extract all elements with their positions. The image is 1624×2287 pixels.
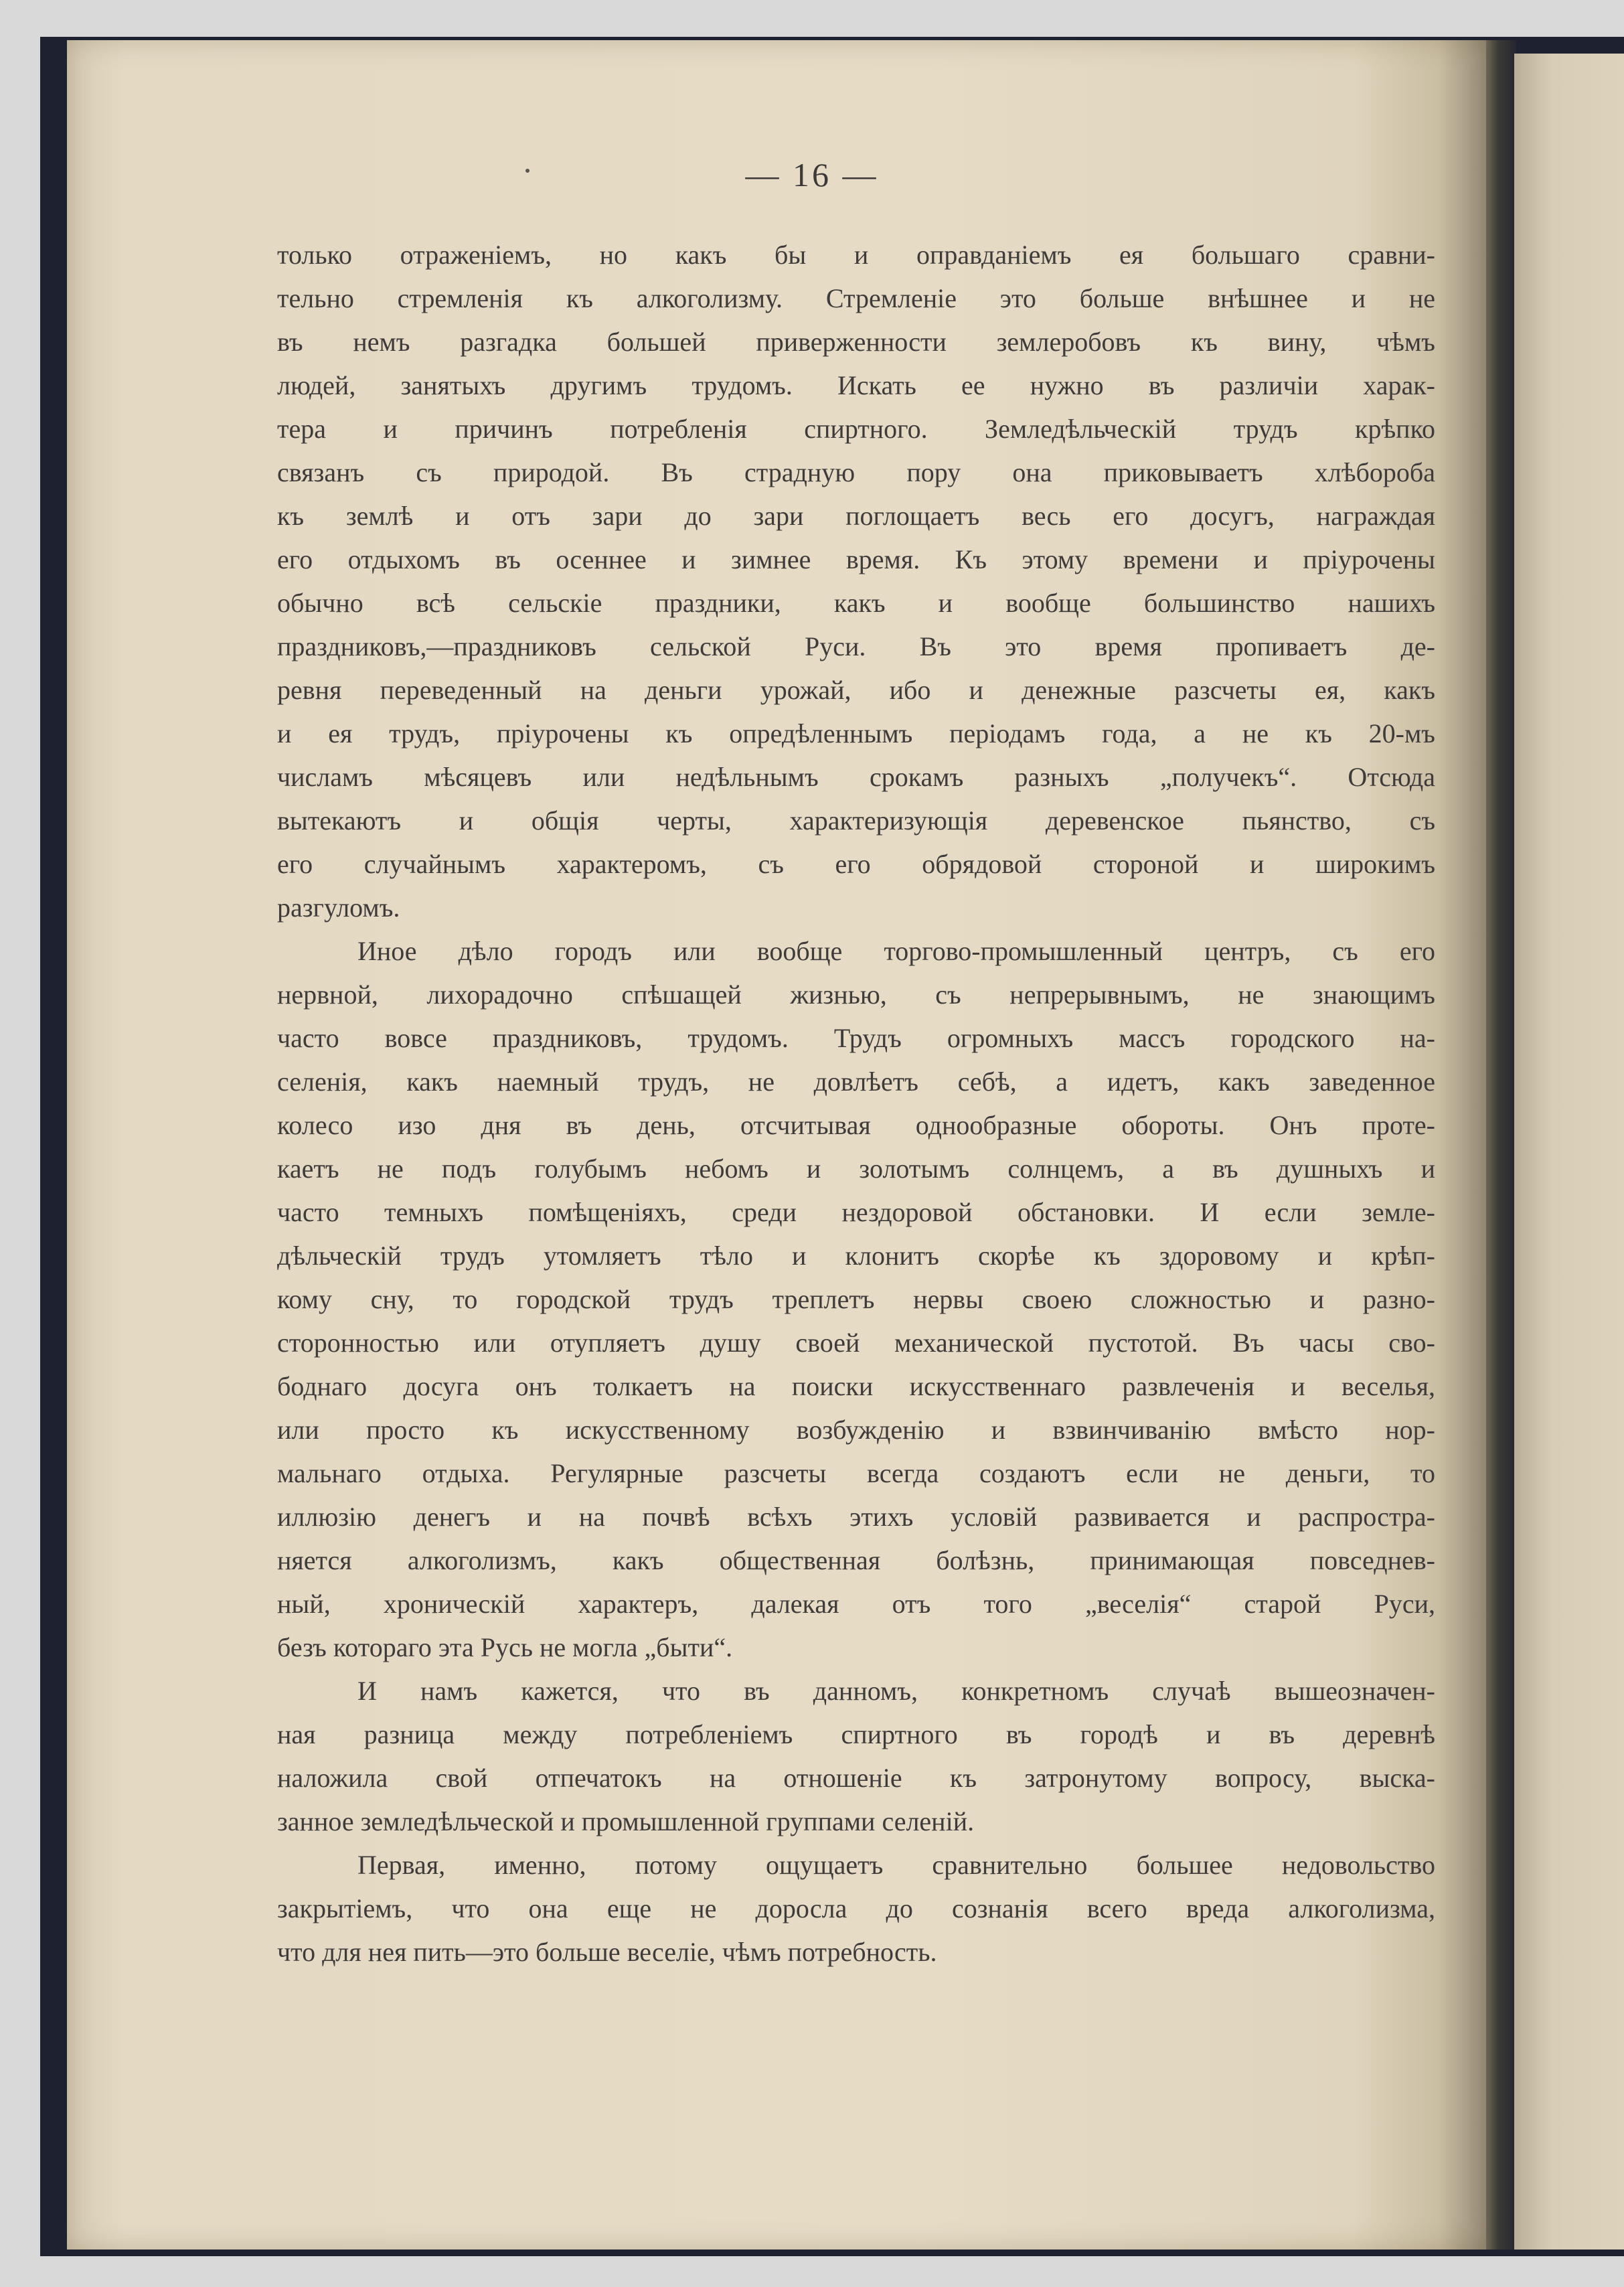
paragraph-4 [277,1843,1435,1974]
text-line: селенія, какъ наемный трудъ, не довлѣетъ себѣ, а идетъ, какъ заведенное [277,1067,1435,1097]
text-line: боднаго досуга онъ толкаетъ на поиски искусственнаго развлеченія и веселья, [277,1371,1435,1401]
paragraph-3 [277,1669,1435,1843]
text-line: дѣльческій трудъ утомляетъ тѣло и клонитъ скорѣе къ здоровому и крѣп- [277,1241,1435,1271]
text-line: въ немъ разгадка большей приверженности землеробовъ къ вину, чѣмъ [277,327,1435,357]
book-gutter [1486,40,1516,2250]
text-line: наложила свой отпечатокъ на отношеніе къ затронутому вопросу, выска- [277,1763,1435,1793]
text-line: Иное дѣло городъ или вообще торгово-промышленный центръ, съ его [357,936,1435,966]
text-line: нервной, лихорадочно спѣшащей жизнью, съ непрерывнымъ, не знающимъ [277,979,1435,1010]
text-line: разгуломъ. [277,892,400,923]
text-line: безъ котораго эта Русь не могла „быти“. [277,1632,733,1662]
text-line: его случайнымъ характеромъ, съ его обрядовой стороной и широкимъ [277,849,1435,879]
text-line: обычно всѣ сельскіе праздники, какъ и вообще большинство нашихъ [277,588,1435,618]
text-line: мальнаго отдыха. Регулярные разсчеты всегда создаютъ если не деньги, то [277,1458,1435,1488]
text-line: тера и причинъ потребленія спиртного. Земледѣльческій трудъ крѣпко [277,414,1435,444]
text-line: ный, хроническій характеръ, далекая отъ того „веселія“ старой Руси, [277,1589,1435,1619]
text-line: каетъ не подъ голубымъ небомъ и золотымъ солнцемъ, а въ душныхъ и [277,1154,1435,1184]
text-line: къ землѣ и отъ зари до зари поглощаетъ весь его досугъ, награждая [277,501,1435,531]
text-line: его отдыхомъ въ осеннее и зимнее время. Къ этому времени и пріурочены [277,544,1435,574]
text-line: тельно стремленія къ алкоголизму. Стремленіе это больше внѣшнее и не [277,283,1435,313]
text-line: часто темныхъ помѣщеніяхъ, среди нездоровой обстановки. И если земле- [277,1197,1435,1227]
text-line: часто вовсе праздниковъ, трудомъ. Трудъ огромныхъ массъ городского на- [277,1023,1435,1053]
text-line: кому сну, то городской трудъ треплетъ нервы своею сложностью и разно- [277,1284,1435,1314]
paragraph-1 [277,233,1435,929]
text-line: занное земледѣльческой и промышленной группами селеній. [277,1806,975,1836]
text-line: няется алкоголизмъ, какъ общественная болѣзнь, принимающая повседнев- [277,1545,1435,1575]
text-line: ная разница между потребленіемъ спиртного въ городѣ и въ деревнѣ [277,1719,1435,1749]
text-line: праздниковъ,—праздниковъ сельской Руси. Въ это время пропиваетъ де- [277,631,1435,661]
body-text [277,233,1435,1974]
text-line: числамъ мѣсяцевъ или недѣльнымъ срокамъ разныхъ „получекъ“. Отсюда [277,762,1435,792]
next-page-edge [1514,54,1624,2250]
paragraph-2 [277,929,1435,1669]
text-line: или просто къ искусственному возбужденію и взвинчиванію вмѣсто нор- [277,1415,1435,1445]
text-line: Первая, именно, потому ощущаетъ сравнительно большее недовольство [357,1850,1435,1880]
text-line: что для нея пить—это больше веселіе, чѣмъ потребность. [277,1937,937,1967]
text-line: ревня переведенный на деньги урожай, ибо и денежные разсчеты ея, какъ [277,675,1435,705]
text-line: людей, занятыхъ другимъ трудомъ. Искать ее нужно въ различіи харак- [277,370,1435,400]
text-line: вытекаютъ и общія черты, характеризующія деревенское пьянство, съ [277,805,1435,836]
text-line: только отраженіемъ, но какъ бы и оправданіемъ ея большаго сравни- [277,240,1435,270]
text-line: сторонностью или отупляетъ душу своей механической пустотой. Въ часы сво- [277,1328,1435,1358]
text-line: закрытіемъ, что она еще не доросла до сознанія всего вреда алкоголизма, [277,1893,1435,1923]
text-line: И намъ кажется, что въ данномъ, конкретномъ случаѣ вышеозначен- [357,1676,1435,1706]
text-line: связанъ съ природой. Въ страдную пору она приковываетъ хлѣбороба [277,457,1435,487]
text-line: и ея трудъ, пріурочены къ опредѣленнымъ періодамъ года, а не къ 20-мъ [277,718,1435,748]
text-line: колесо изо дня въ день, отсчитывая однообразные обороты. Онъ проте- [277,1110,1435,1140]
text-line: иллюзію денегъ и на почвѣ всѣхъ этихъ условій развивается и распростра- [277,1502,1435,1532]
page-number: — 16 — [745,156,879,193]
